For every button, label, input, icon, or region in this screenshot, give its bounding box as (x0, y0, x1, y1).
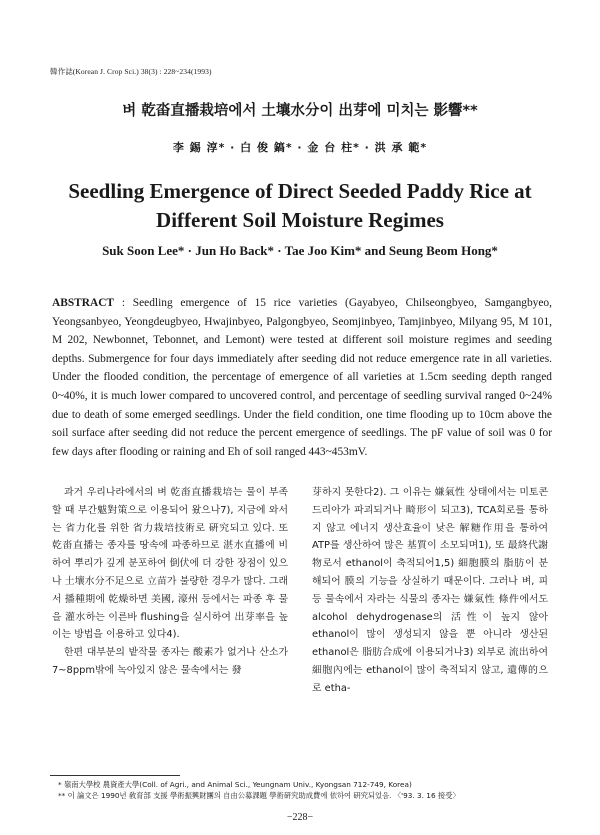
body-column-left (52, 484, 288, 680)
abstract-text: Seedling emergence of 15 rice varieties (Gayabyeo, Chilseongbyeo, Samgangbyeo, Yeongsanbyeo, Yeongdeugbyeo, Hwajinbyeo, Palgongbyeo, Seomjinbyeo, Tamjinbyeo, Milyang 95, M 101, M 202, Newbonnet, Tebonnet, and Lemont) were tested at different soil moisture regimes and seeding depths. Submergence for four days immediately after seeding did not reduce emergence rate in all varieties. Under the flooded condition, the percentage of emergence of all varieties at 1.5cm seeding depth ranged 0~40%, it is much lower compared to uncovered control, and percentage of seedling survival ranged 0~24% due to death of some emerged seedlings. Under the field condition, one time flooding up to 10cm above the soil surface after seeding did not reduce the percent emergence of seedlings. The pF value of soil was 0 for few days after flooding or raining and Eh of soil ranged 443~453mV. (52, 297, 552, 458)
title-korean: 벼 乾畓直播栽培에서 土壤水分이 出芽에 미치는 影響** (122, 103, 478, 119)
body-paragraph: 한편 대부분의 밭작물 종자는 酸素가 없거나 산소가 7~8ppm밖에 녹아있지 않은 물속에서는 發 (52, 647, 288, 676)
body-paragraph: 芽하지 못한다2). 그 이유는 嫌氣性 상태에서는 미토콘드리아가 파괴되거나 畸形이 되고3), TCA회로를 통하지 않고 에너지 생산효율이 낮은 解糖作用을 통하여 ATP를 생산하여 많은 基質이 소모되며1), 또 最終代謝物로서 ethanol이 축적되어1,5) 細胞膜의 脂肪이 분해되어 膜의 기능을 상실하기 때문이다. 그러나 벼, 피 등 물속에서 자라는 식물의 종자는 嫌氣性 條件에서도 alcohol dehydrogenase의 活性이 높지 않아 ethanol이 많이 생성되지 않을 뿐 아니라 생산된 ethanol은 脂肪合成에 이용되거나3) 외부로 流出하여 細胞內에는 ethanol이 많이 축적되지 않고, 遺傳的으로 etha- (312, 487, 548, 694)
title-english-line2: Different Soil Moisture Regimes (156, 208, 444, 232)
body-paragraph: 과거 우리나라에서의 벼 乾畓直播栽培는 물이 부족할 때 부간魃對策으로 이용되어 왔으나7), 지금에 와서는 省力化를 위한 省力栽培技術로 硏究되고 있다. 또 乾畓直播는 종자를 땅속에 파종하므로 湛水直播에 비하여 뿌리가 깊게 분포하여 倒伏에 더 강한 장점이 있으나 土壤水分不足으로 立苗가 불량한 경우가 많다. 그래서 播種期에 乾燥하면 美國, 濠州 등에서는 파종 후 물을 灌水하는 이른바 flushing을 실시하여 出芽率을 높이는 방법을 이용하고 있다4). (52, 487, 288, 641)
title-english (0, 177, 600, 235)
abstract-label: ABSTRACT (52, 297, 115, 309)
title-english-line1: Seedling Emergence of Direct Seeded Paddy Rice at (68, 179, 532, 203)
footnote-affiliation: * 嶺南大學校 農資產大學(Coll. of Agri., and Animal Sci., Yeungnam Univ., Kyongsan 712-749, Korea) (58, 780, 412, 789)
authors-korean: 李 錫 淳* · 白 俊 鎬* · 金 台 柱* · 洪 承 範* (172, 141, 428, 154)
abstract-separator: : (114, 297, 133, 309)
page-number: −228− (286, 812, 314, 823)
footnote-funding: ** 이 論文은 1990년 敎育部 支援 學術振興財團의 自由公募課題 學術硏究助成費에 依하여 硏究되었음. 〈'93. 3. 16 接受〉 (58, 791, 460, 800)
journal-reference: 韓作誌(Korean J. Crop Sci.) 38(3) : 228~234(1993) (50, 67, 212, 76)
body-column-right (312, 484, 548, 698)
authors-english: Suk Soon Lee* · Jun Ho Back* · Tae Joo Kim* and Seung Beom Hong* (102, 243, 498, 258)
footnote-divider (50, 775, 180, 776)
abstract (52, 294, 552, 461)
